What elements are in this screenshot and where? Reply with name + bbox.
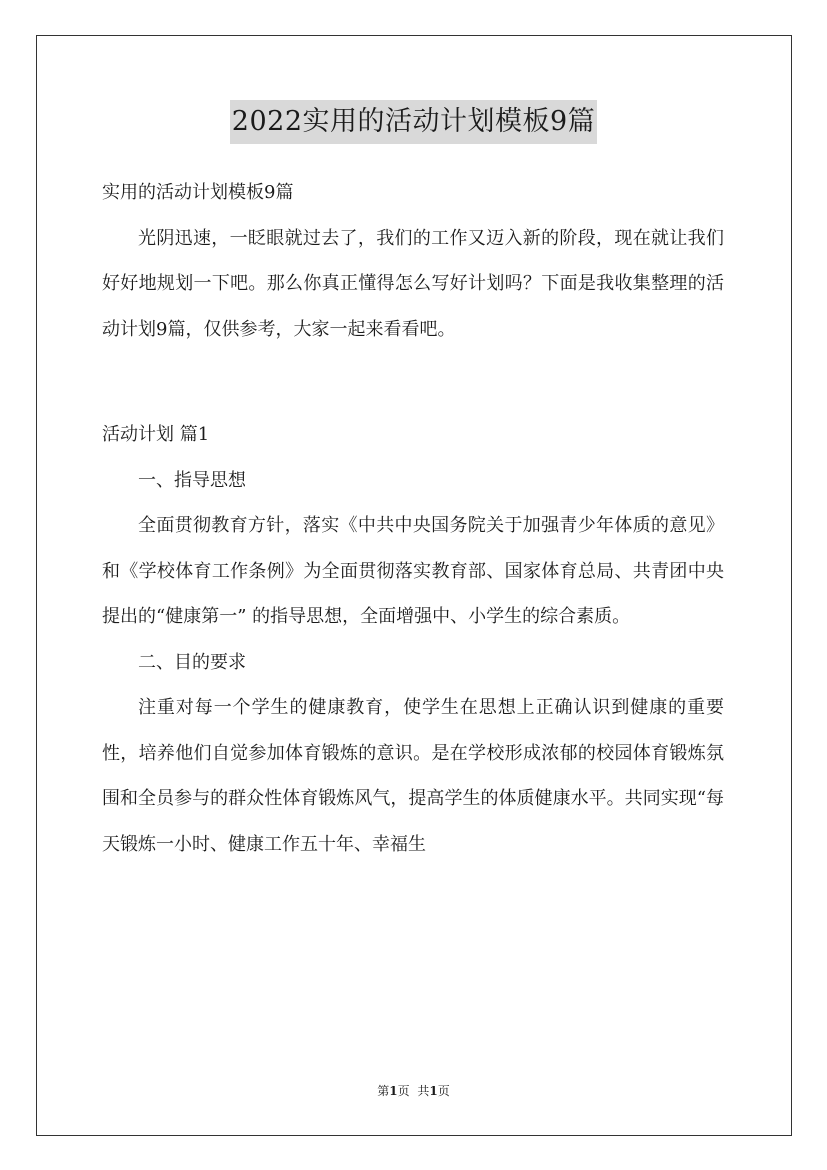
section-heading: 活动计划 篇1: [102, 424, 210, 445]
title-container: [0, 100, 827, 144]
paragraph-objectives: 注重对每一个学生的健康教育，使学生在思想上正确认识到健康的重要性，培养他们自觉参加体育锻炼的意识。是在学校形成浓郁的校园体育锻炼氛围和全员参与的群众性体育锻炼风气，提高学生的体质健康水平。共同实现“每天锻炼一小时、健康工作五十年、幸福生: [102, 697, 724, 855]
document-body: [102, 170, 724, 867]
footer-total-number: 1: [429, 1084, 438, 1098]
footer-total-word: 页: [437, 1084, 450, 1098]
footer-total-prefix: 共: [417, 1084, 430, 1098]
heading-guiding-ideology: 一、指导思想: [138, 469, 246, 491]
document-title: 2022实用的活动计划模板9篇: [230, 100, 597, 144]
footer-prefix: 第: [377, 1084, 390, 1098]
section-spacer: [102, 352, 724, 412]
footer-page-word: 页: [397, 1084, 410, 1098]
paragraph-guiding-ideology: 全面贯彻教育方针，落实《中共中央国务院关于加强青少年体质的意见》和《学校体育工作条例》为全面贯彻落实教育部、国家体育总局、共青团中央提出的“健康第一” 的指导思想，全面增强中、小学生的综合素质。: [102, 515, 724, 627]
intro-paragraph: 光阴迅速，一眨眼就过去了，我们的工作又迈入新的阶段，现在就让我们好好地规划一下吧。那么你真正懂得怎么写好计划吗？下面是我收集整理的活动计划9篇，仅供参考，大家一起来看看吧。: [102, 227, 724, 340]
document-subtitle: 实用的活动计划模板9篇: [102, 182, 294, 203]
footer-page-number: 1: [389, 1084, 398, 1098]
heading-objectives: 二、目的要求: [138, 651, 246, 673]
page-footer: [0, 1083, 827, 1099]
